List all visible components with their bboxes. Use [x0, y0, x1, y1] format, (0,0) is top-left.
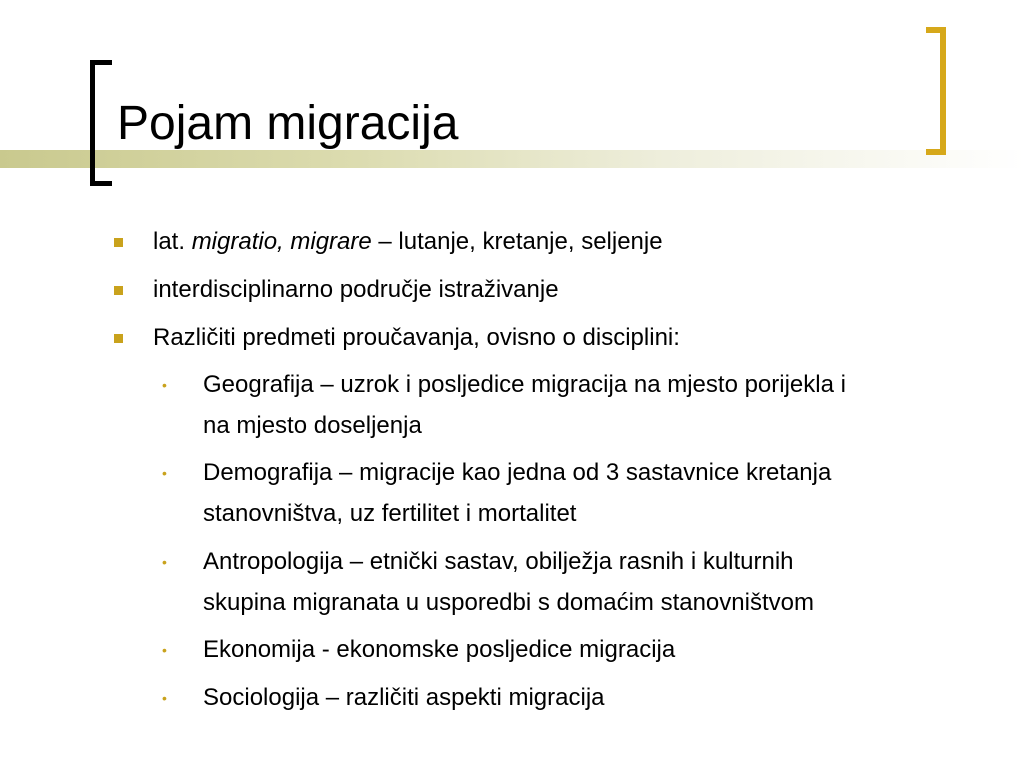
dot-bullet-icon: •	[162, 554, 167, 570]
dot-bullet-icon: •	[162, 377, 167, 393]
bullet-suffix: – lutanje, kretanje, seljenje	[371, 228, 663, 255]
subbullet-line: Antropologija – etnički sastav, obilježja rasnih i kulturnih	[203, 548, 794, 575]
bullet-item: interdisciplinarno područje istraživanje	[153, 276, 559, 303]
subbullet-line: skupina migranata u usporedbi s domaćim stanovništvom	[203, 589, 814, 616]
slide-title: Pojam migracija	[117, 97, 459, 150]
square-bullet-icon	[114, 238, 123, 247]
bullet-prefix: lat.	[153, 228, 192, 255]
square-bullet-icon	[114, 286, 123, 295]
subbullet-line: na mjesto doseljenja	[203, 412, 422, 439]
dot-bullet-icon: •	[162, 642, 167, 658]
dot-bullet-icon: •	[162, 465, 167, 481]
dot-bullet-icon: •	[162, 690, 167, 706]
subbullet-line: Sociologija – različiti aspekti migracija	[203, 684, 605, 711]
subbullet-line: Geografija – uzrok i posljedice migracija na mjesto porijekla i	[203, 371, 846, 398]
bullet-italic-term: migratio, migrare	[191, 228, 372, 255]
subbullet-line: Ekonomija - ekonomske posljedice migracija	[203, 636, 676, 663]
bullet-item: Različiti predmeti proučavanja, ovisno o disciplini:	[153, 324, 680, 351]
bullet-item	[153, 222, 663, 262]
subbullet-line: Demografija – migracije kao jedna od 3 sastavnice kretanja	[203, 459, 832, 486]
subbullet-line: stanovništva, uz fertilitet i mortalitet	[203, 500, 577, 527]
square-bullet-icon	[114, 334, 123, 343]
